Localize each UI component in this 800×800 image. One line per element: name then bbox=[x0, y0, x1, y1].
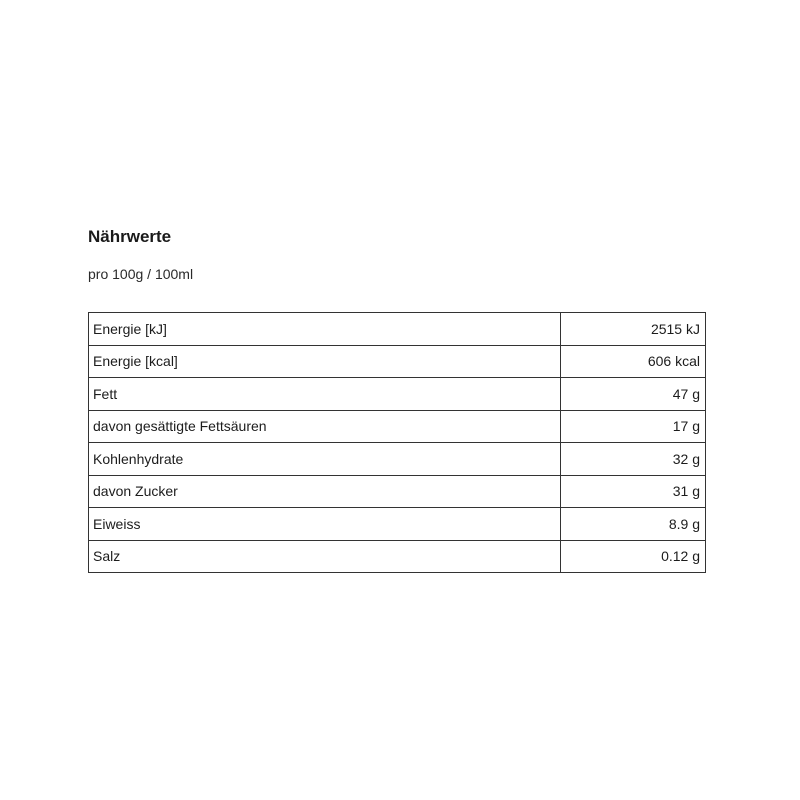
table-row bbox=[89, 475, 706, 508]
table-row bbox=[89, 508, 706, 541]
nutrient-value: 32 g bbox=[561, 443, 706, 476]
table-row bbox=[89, 378, 706, 411]
nutrient-name: Salz bbox=[89, 540, 561, 573]
nutrient-value: 17 g bbox=[561, 410, 706, 443]
nutrient-value: 31 g bbox=[561, 475, 706, 508]
table-row bbox=[89, 540, 706, 573]
table-row bbox=[89, 443, 706, 476]
table-row bbox=[89, 345, 706, 378]
nutrient-name: Eiweiss bbox=[89, 508, 561, 541]
nutrient-name: Energie [kcal] bbox=[89, 345, 561, 378]
nutrient-name: Energie [kJ] bbox=[89, 313, 561, 346]
table-row bbox=[89, 313, 706, 346]
nutrient-name: Fett bbox=[89, 378, 561, 411]
nutrient-value: 0.12 g bbox=[561, 540, 706, 573]
nutrient-value: 8.9 g bbox=[561, 508, 706, 541]
nutrient-value: 47 g bbox=[561, 378, 706, 411]
nutrient-name: davon Zucker bbox=[89, 475, 561, 508]
serving-basis-label: pro 100g / 100ml bbox=[88, 266, 194, 282]
page-title: Nährwerte bbox=[88, 227, 172, 246]
nutrient-name: Kohlenhydrate bbox=[89, 443, 561, 476]
nutrition-table bbox=[88, 312, 706, 573]
nutrient-name: davon gesättigte Fettsäuren bbox=[89, 410, 561, 443]
table-row bbox=[89, 410, 706, 443]
nutrient-value: 2515 kJ bbox=[561, 313, 706, 346]
nutrition-panel bbox=[88, 226, 706, 565]
nutrient-value: 606 kcal bbox=[561, 345, 706, 378]
